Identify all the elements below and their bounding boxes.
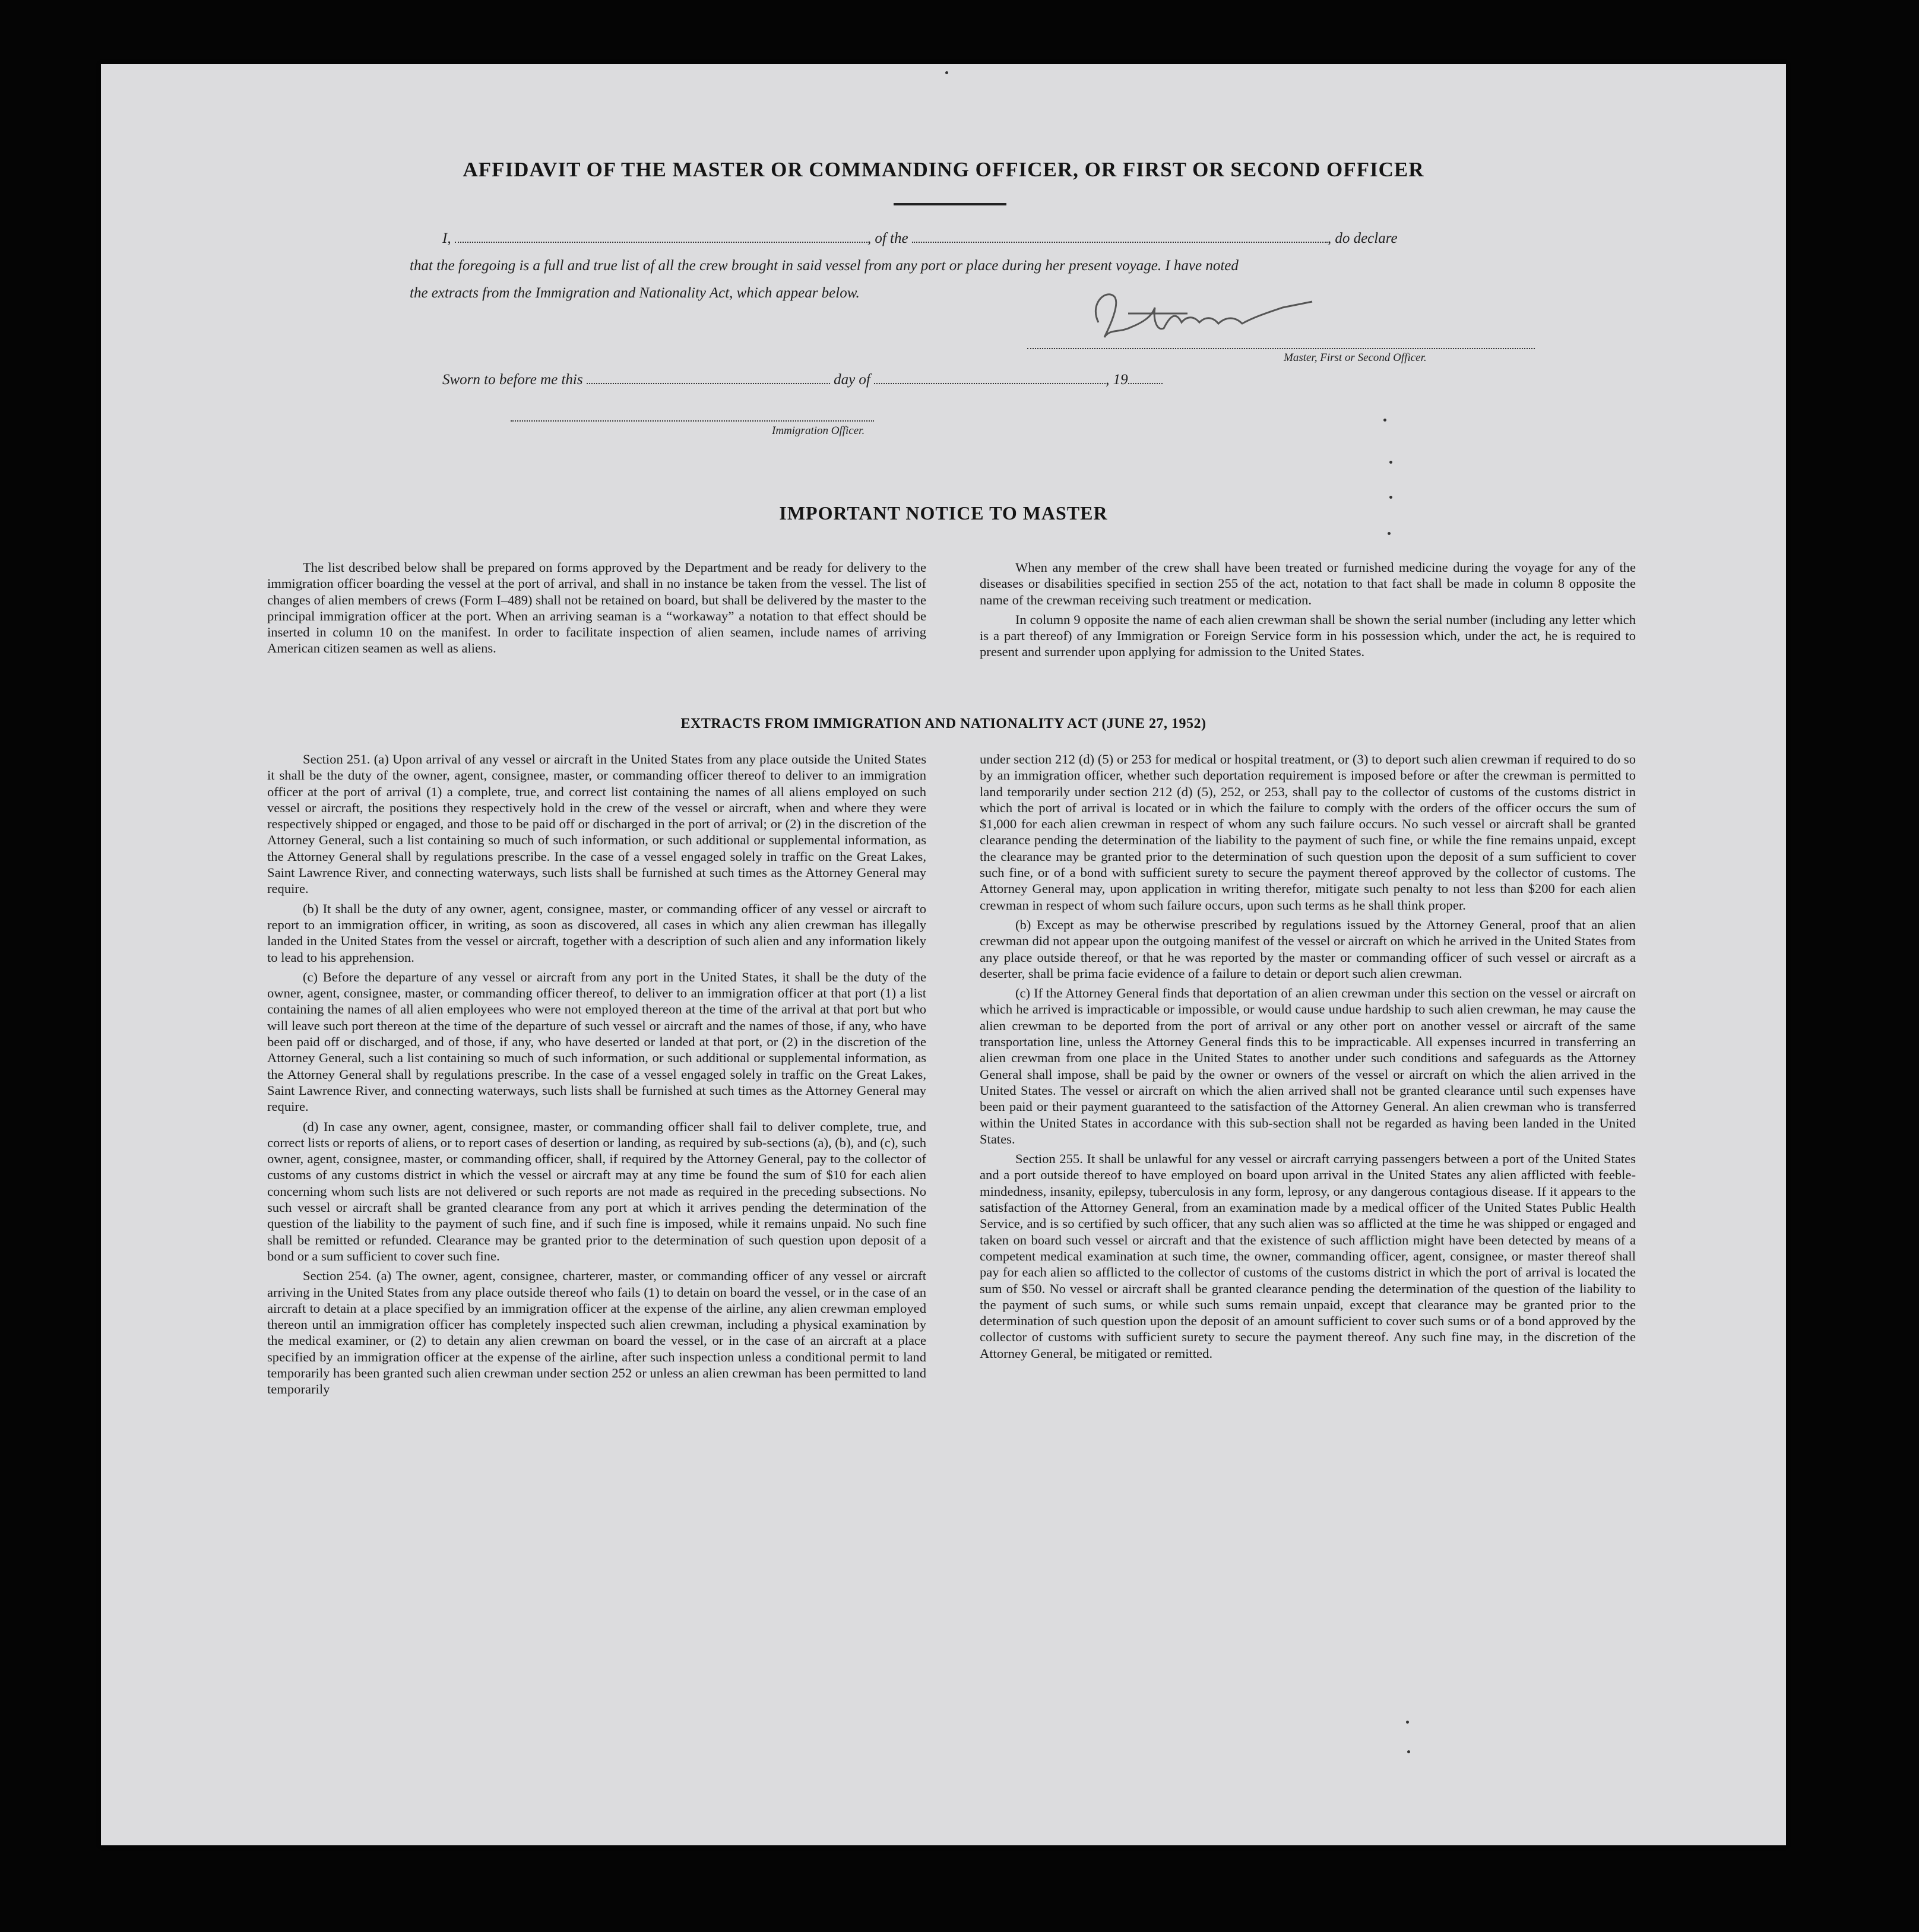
notice-paragraph: When any member of the crew shall have been treated or furnished medicine during the voyage for any of the diseases or disabilities specified in section 255 of the act, notation to that fact shall be made in column 8 opposite the name of the crewman receiving such treatment or medication.	[980, 560, 1636, 607]
notice-right-column	[980, 559, 1636, 664]
extract-paragraph: Section 255. It shall be unlawful for any vessel or aircraft carrying passengers between a port of the United States and a port outside thereof to have employed on board upon arrival in the United States any alien afflicted with feeble-mindedness, insanity, epilepsy, tuberculosis in any form, leprosy, or any dangerous contagious disease. If it appears to the satisfaction of the Attorney General, from an examination made by a medical officer of the United States Public Health Service, and is so certified by such officer, that any such alien was so afflicted at the time he was shipped or engaged and taken on board such vessel or aircraft and that the existence of such affliction might have been detected by means of a competent medical examination at such time, the owner, commanding officer, agent, consignee, or master thereof shall pay for each alien so afflicted to the collector of customs of the customs district in which the port of arrival is located the sum of $50. No vessel or aircraft shall be granted clearance pending the determination of the question of the liability to the payment of such sums, or while such sums remain unpaid, except that clearance may be granted prior to the determination of such question upon the deposit of an amount sufficient to cover such sums or of a bond approved by the collector of customs with sufficient surety to secure the payment thereof. Any such fine may, in the discretion of the Attorney General, be mitigated or remitted.	[980, 1151, 1636, 1361]
sworn-year-field[interactable]	[1128, 381, 1163, 384]
master-signature-line[interactable]	[1027, 348, 1535, 349]
extract-paragraph: under section 212 (d) (5) or 253 for medical or hospital treatment, or (3) to deport such alien crewman if required to do so by an immigration officer, whether such deportation requirement is imposed before or after the crewman is permitted to land temporarily under section 212 (d) (5), 252, or 253, shall pay to the collector of customs of the customs district in which the port of arrival is located or in which the failure to comply with the orders of the officer occurs the sum of $1,000 for each alien crewman in respect of whom any such failure occurs. No such vessel or aircraft shall be granted clearance pending the determination of the liability to the payment of such fine, or while the fine remains unpaid, except the clearance may be granted prior to the determination of such question upon the deposit of a sum sufficient to cover such fine, or of a bond with sufficient surety to secure the payment thereof approved by the collector of customs. The Attorney General may, upon application in writing therefor, mitigate such penalty to not less than $200 for each alien crewman in respect of whom such failure occurs, upon such terms as he shall think proper.	[980, 752, 1636, 913]
declaration-line-2: that the foregoing is a full and true list of all the crew brought in said vessel from any port or place during her present voyage. I have noted	[410, 258, 1239, 274]
extract-paragraph: (b) It shall be the duty of any owner, agent, consignee, master, or commanding officer of any vessel or aircraft to report to an immigration officer, in writing, as soon as discovered, all cases in which any alien crewman has illegally landed in the United States from the vessel or aircraft, together with a description of such alien and any information likely to lead to his apprehension.	[267, 901, 926, 965]
notice-paragraph: In column 9 opposite the name of each alien crewman shall be shown the serial number (including any letter which is a part thereof) of any Immigration or Foreign Service form in his possession which, under the act, he is required to present and surrender upon applying for admission to the United States.	[980, 612, 1636, 660]
sworn-month-field[interactable]	[874, 381, 1106, 384]
sworn-prefix: Sworn to before me this	[442, 372, 583, 388]
sworn-day-field[interactable]	[587, 381, 830, 384]
extract-paragraph: (d) In case any owner, agent, consignee, master, or commanding officer shall fail to deliver complete, true, and correct lists or reports of aliens, or to report cases of desertion or landing, as required by sub-sections (a), (b), and (c), such owner, agent, consignee, master, or commanding officer, shall, if required by the Attorney General, pay to the collector of customs of any customs district in which the vessel or aircraft may at any time be found the sum of $10 for each alien concerning whom such lists are not delivered or such reports are not made as required in the preceding subsections. No such vessel or aircraft shall be granted clearance from any port at which it arrives pending the determination of the question of the liability to the payment of such fine, and if such fine is imposed, while it remains unpaid. No such fine shall be remitted or refunded. Clearance may be granted prior to the determination of such question upon deposit of a bond or a sum sufficient to cover such fine.	[267, 1119, 926, 1263]
extracts-left-column	[267, 751, 926, 1401]
declaration-line-1	[442, 230, 1398, 247]
extract-paragraph: (c) If the Attorney General finds that deportation of an alien crewman under this section on the vessel or aircraft on which he arrived is impracticable or impossible, or would cause undue hardship to such alien crewman, he may cause the alien crewman to be deported from the port of arrival or any other port on another vessel or aircraft of the same transportation line, unless the Attorney General finds this to be impracticable. All expenses incurred in transferring an alien crewman from one place in the United States to another under such conditions and safeguards as the Attorney General shall impose, shall be paid by the owner or owners of the vessel or aircraft on which the alien arrived in the United States. The vessel or aircraft on which the alien arrived shall not be granted clearance until such expenses have been paid or their payment guaranteed to the satisfaction of the Attorney General. An alien crewman who is transferred within the United States in accordance with this sub-section shall not be regarded as having been landed in the United States.	[980, 986, 1636, 1146]
extract-paragraph: Section 251. (a) Upon arrival of any vessel or aircraft in the United States from any place outside the United States it shall be the duty of the owner, agent, consignee, master, or commanding officer thereof to deliver to an immigration officer at the port of arrival (1) a complete, true, and correct list containing the names of all aliens employed on such vessel or aircraft, the positions they respectively hold in the crew of the vessel or aircraft, when and where they were respectively shipped or engaged, and those to be paid off or discharged in the port of arrival; or (2) in the discretion of the Attorney General, such a list containing so much of such information, or such additional or supplemental information, as the Attorney General shall by regulations prescribe. In the case of a vessel engaged solely in traffic on the Great Lakes, Saint Lawrence River, and connecting waterways, such lists shall be furnished at such times as the Attorney General may require.	[267, 752, 926, 897]
notice-title: IMPORTANT NOTICE TO MASTER	[779, 502, 1108, 524]
scan-speck	[1388, 532, 1391, 535]
vessel-name-field[interactable]	[912, 239, 1328, 243]
declarant-name-field[interactable]	[455, 239, 867, 243]
handwritten-signature	[1087, 281, 1324, 352]
document-page	[101, 64, 1786, 1845]
master-signature-caption: Master, First or Second Officer.	[1284, 351, 1427, 364]
extract-paragraph: Section 254. (a) The owner, agent, consignee, charterer, master, or commanding officer of any vessel or aircraft arriving in the United States from any place outside thereof who fails (1) to detain on board the vessel, or in the case of an aircraft to detain at a place specified by an immigration officer at the expense of the airline, any alien crewman employed thereon until an immigration officer has completely inspected such alien crewman, including a physical examination by the medical examiner, or (2) to detain any alien crewman on board the vessel, or in the case of an aircraft at a place specified by an immigration officer at the expense of the airline, after such inspection unless a conditional permit to land temporarily has been granted such alien crewman under section 252 or unless an alien crewman has been permitted to land temporarily	[267, 1268, 926, 1397]
extracts-right-column	[980, 751, 1636, 1365]
declaration-line-3: the extracts from the Immigration and Nationality Act, which appear below.	[410, 285, 860, 301]
declarant-prefix: I,	[442, 230, 451, 246]
scan-speck	[1389, 461, 1392, 464]
extracts-title: EXTRACTS FROM IMMIGRATION AND NATIONALITY ACT (JUNE 27, 1952)	[680, 716, 1206, 731]
affidavit-title: AFFIDAVIT OF THE MASTER OR COMMANDING OFFICER, OR FIRST OR SECOND OFFICER	[463, 158, 1424, 181]
scan-speck	[1406, 1721, 1409, 1724]
scan-speck	[945, 71, 948, 74]
title-rule	[894, 203, 1006, 205]
notice-paragraph: The list described below shall be prepared on forms approved by the Department and be ready for delivery to the immigration officer boarding the vessel at the port of arrival, and shall in no instance be taken from the vessel. The list of changes of alien members of crews (Form I–489) shall not be retained on board, but shall be delivered by the master to the principal immigration officer at the port. When an arriving seaman is a “workaway” a notation to that effect should be inserted in column 10 on the manifest. In order to facilitate inspection of alien seamen, include names of arriving American citizen seamen as well as aliens.	[267, 560, 926, 656]
notice-left-column	[267, 559, 926, 660]
of-the-label: , of the	[867, 230, 908, 246]
extract-paragraph: (c) Before the departure of any vessel or aircraft from any port in the United States, it shall be the duty of the owner, agent, consignee, master, or commanding officer thereof, to deliver to an immigration officer at that port (1) a list containing the names of all alien employees who were not employed thereon at the time of the arrival at that port but who will leave such port thereon at the time of the departure of such vessel or aircraft and the names of those, if any, who have been paid off or discharged, and of those, if any, who have deserted or landed at that port, or (2) in the discretion of the Attorney General, such a list containing so much of such information, or such additional or supplemental information, as the Attorney General shall by regulations prescribe. In the case of a vessel engaged solely in traffic on the Great Lakes, Saint Lawrence River, and connecting waterways, such lists shall be furnished at such times as the Attorney General may require.	[267, 969, 926, 1114]
extract-paragraph: (b) Except as may be otherwise prescribed by regulations issued by the Attorney General, proof that an alien crewman did not appear upon the outgoing manifest of the vessel or aircraft on which he arrived in the United States from any place outside thereof, or that he was reported by the master or commanding officer of such vessel or aircraft as a deserter, shall be prima facie evidence of a failure to detain or deport such alien crewman.	[980, 917, 1636, 981]
scan-speck	[1407, 1750, 1410, 1753]
sworn-line	[442, 372, 1163, 388]
scan-speck	[1383, 419, 1386, 422]
immigration-officer-caption: Immigration Officer.	[772, 425, 865, 437]
immigration-officer-signature-line[interactable]	[511, 420, 874, 422]
day-of-label: day of	[834, 372, 870, 388]
declare-label: , do declare	[1327, 230, 1398, 246]
year-prefix: , 19	[1106, 372, 1128, 388]
scan-speck	[1389, 496, 1392, 499]
